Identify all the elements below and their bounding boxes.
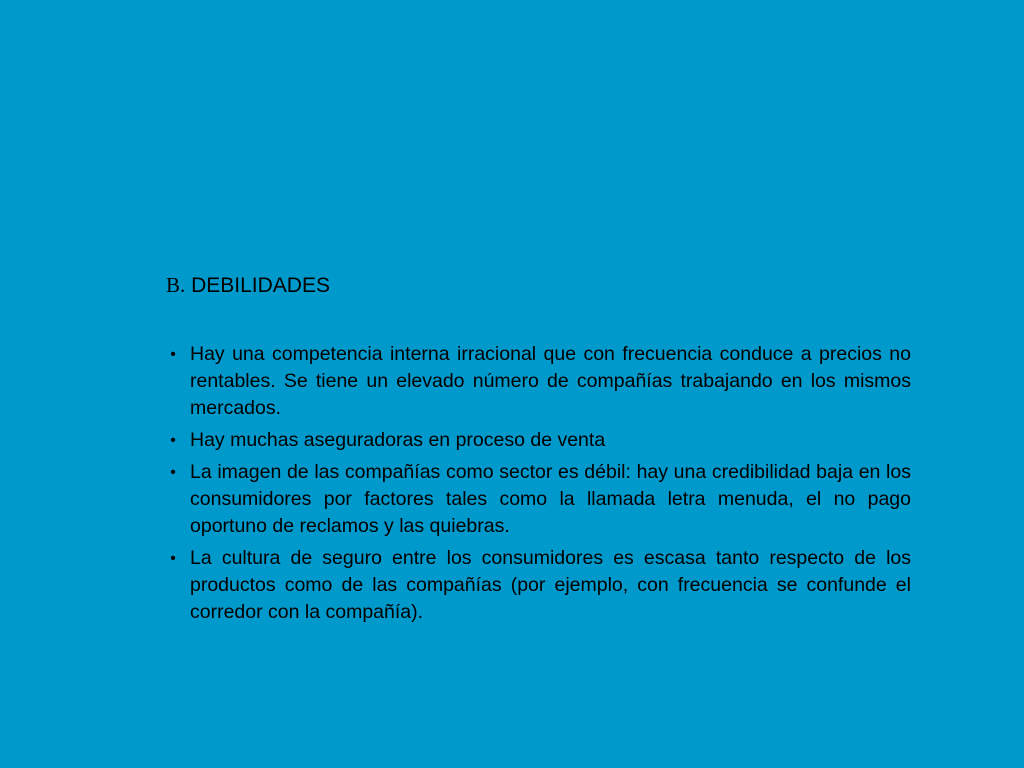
bullet-dot-icon: • xyxy=(170,550,176,567)
bullet-text: Hay una competencia interna irracional que con frecuencia conduce a precios no rentables. Se tiene un elevado número de compañías trabajando en los mismos mercados. xyxy=(190,343,911,419)
list-item xyxy=(166,341,911,422)
list-item xyxy=(166,545,911,626)
bullet-list xyxy=(166,341,911,631)
list-item xyxy=(166,459,911,540)
bullet-text: La cultura de seguro entre los consumidores es escasa tanto respecto de los productos como de las compañías (por ejemplo, con frecuencia se confunde el corredor con la compañía). xyxy=(190,547,911,623)
section-title: DEBILIDADES xyxy=(191,274,330,297)
bullet-text: La imagen de las compañías como sector es débil: hay una credibilidad baja en los consumidores por factores tales como la llamada letra menuda, el no pago oportuno de reclamos y las quiebras. xyxy=(190,461,911,537)
bullet-dot-icon: • xyxy=(170,464,176,481)
bullet-text: Hay muchas aseguradoras en proceso de venta xyxy=(190,429,606,451)
list-item xyxy=(166,427,911,454)
bullet-dot-icon: • xyxy=(170,432,176,449)
section-letter: B. xyxy=(166,273,186,297)
section-heading xyxy=(166,271,330,300)
bullet-dot-icon: • xyxy=(170,346,176,363)
